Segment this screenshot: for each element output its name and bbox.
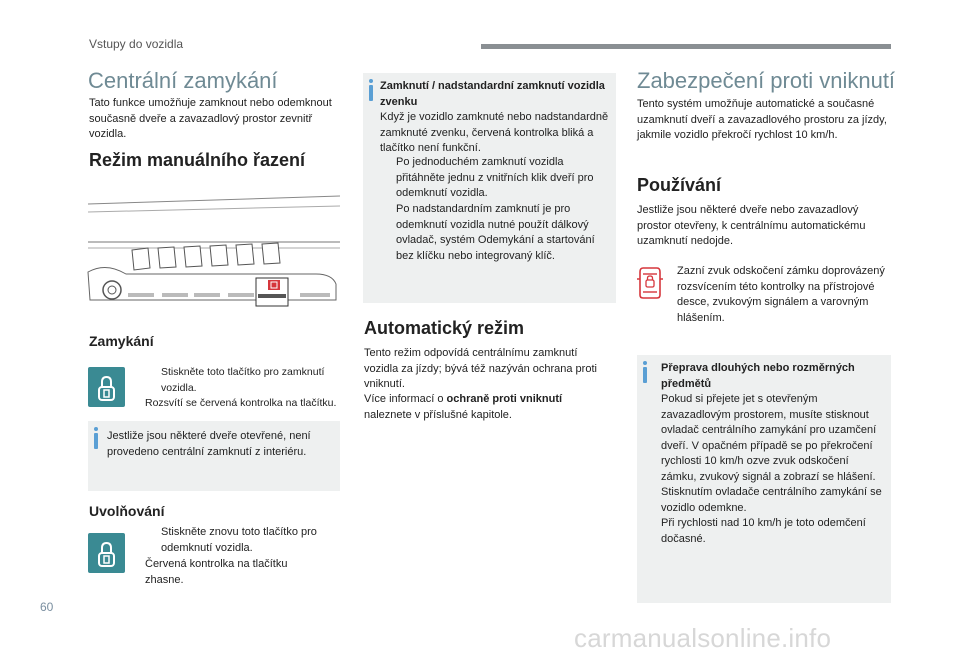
locking-heading: Zamykání: [89, 333, 154, 349]
bullet-marker: [145, 525, 161, 556]
manual-mode-heading: Režim manuálního řazení: [89, 150, 306, 170]
lock-note: Rozsvítí se červená kontrolka na tlačítku.: [145, 397, 337, 409]
header-divider: [481, 44, 891, 49]
lock-instruction: Stiskněte toto tlačítko pro zamknutí vozidla.: [161, 366, 325, 394]
warning-description: Zazní zvuk odskočení zámku doprovázený rozsvícením této kontrolky na přístrojové desce, zvukovým signálem a varovným hlášením.: [677, 265, 885, 324]
info-text: Jestliže jsou některé dveře otevřené, není provedeno centrální zamknutí z interiéru.: [107, 430, 311, 458]
intro-text: Tato funkce umožňuje zamknout nebo odemknout současně dveře a zavazadlový prostor zevnitř vozidla.: [89, 97, 332, 140]
info-box-text: Když je vozidlo zamknuté nebo nadstandardně zamknuté zvenku, červená kontrolka bliká a tlačítko není funkční.: [380, 111, 609, 154]
reference-prefix: Více informací o: [364, 393, 447, 405]
page-number: 60: [40, 600, 54, 614]
anti-intrusion-intro: Tento systém umožňuje automatické a současné uzamknutí dveří a zavazadlového prostoru za jízdy, jakmile vozidlo překročí rychlost 10 km/h.: [637, 98, 887, 141]
info-box-external-lock: [363, 73, 616, 303]
page-title: Centrální zamykání: [88, 68, 278, 93]
info-bullet-1: Po jednoduchém zamknutí vozidla přitáhněte jednu z vnitřních klik dveří pro odemknutí vozidla.: [396, 156, 594, 199]
info-box-title: Zamknutí / nadstandardní zamknutí vozidla zvenku: [380, 80, 605, 108]
unlocking-heading: Uvolňování: [89, 503, 165, 519]
info-bullet-2: Po nadstandardním zamknutí je pro odemknutí vozidla nutné použít dálkový ovladač, systém Odemykání a startování bez klíčku nebo integrovaný klíč.: [396, 203, 595, 262]
reference-suffix: naleznete v příslušné kapitole.: [364, 408, 512, 421]
info-box-long-objects: [637, 355, 891, 603]
auto-mode-text: Tento režim odpovídá centrálnímu zamknutí vozidla za jízdy; bývá též nazýván ochrana proti vniknutí.: [364, 347, 597, 390]
section-title: Vstupy do vozidla: [89, 37, 184, 51]
car-warning-icon: [636, 265, 664, 301]
info-icon-bar: [94, 433, 98, 449]
watermark: carmanualsonline.info: [574, 623, 832, 653]
info-icon-bar: [643, 367, 647, 383]
auto-mode-heading: Automatický režim: [364, 318, 525, 338]
bullet-marker: [380, 202, 396, 264]
auto-mode-reference: [364, 392, 614, 423]
info-icon-bar: [369, 85, 373, 101]
lock-button-icon: [88, 367, 125, 407]
usage-text: Jestliže jsou některé dveře nebo zavazadlový prostor otevřeny, k centrálnímu automatickému uzamknutí nedojde.: [637, 204, 866, 247]
bullet-marker: [145, 365, 161, 396]
bullet-marker: [380, 155, 396, 202]
usage-heading: Používání: [637, 175, 722, 195]
unlock-button-icon: [88, 533, 125, 573]
unlock-note: Červená kontrolka na tlačítku zhasne.: [145, 558, 288, 586]
info-box-text: Pokud si přejete jet s otevřeným zavazadlovým prostorem, musíte stisknout ovladač centrálního zamykání pro uzamčení dveří. V opačném případě se po překročení rychlosti 10 km/h ozve zvuk odskočení zámku, zvukový signál a zobrazí se hlášení. Stisknutím ovladače centrálního zamykání se vozidlo odemkne. Při rychlosti nad 10 km/h je toto odemčení dočasné.: [661, 393, 882, 545]
info-box-open-doors: [88, 421, 340, 491]
button-panel-illustration: [86, 192, 342, 310]
reference-link: ochraně proti vniknutí: [446, 393, 563, 405]
info-icon: [94, 427, 98, 431]
info-box-title: Přeprava dlouhých nebo rozměrných předmětů: [661, 362, 855, 390]
unlock-instruction: Stiskněte znovu toto tlačítko pro odemknutí vozidla.: [161, 526, 317, 554]
anti-intrusion-title: Zabezpečení proti vniknutí: [637, 68, 896, 93]
info-icon: [369, 79, 373, 83]
info-icon: [643, 361, 647, 365]
